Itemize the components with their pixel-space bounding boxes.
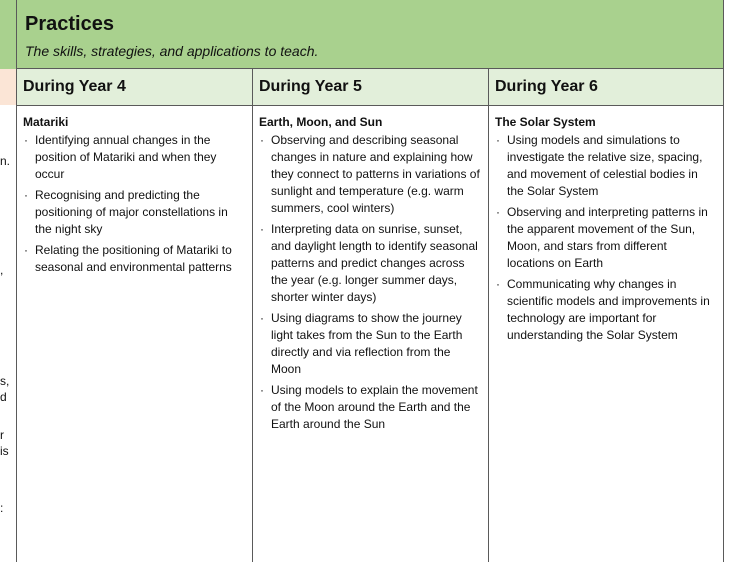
- bullet-icon: ·: [496, 277, 500, 291]
- list-item-text: Relating the positioning of Matariki to seasonal and environmental patterns: [35, 243, 232, 274]
- list-item-text: Using models and simulations to investigate the relative size, spacing, and movement of celestial bodies in the Solar System: [507, 133, 703, 198]
- column-heading: [17, 69, 252, 106]
- list-item: [495, 132, 717, 200]
- left-fragment: s,: [0, 374, 10, 388]
- left-fragment: r: [0, 428, 4, 442]
- bullet-icon: ·: [24, 243, 28, 257]
- list-item-text: Interpreting data on sunrise, sunset, and daylight length to identify seasonal patterns and predict changes across the year (e.g. longer summer days, shorter winter days): [271, 222, 478, 304]
- list-item: [23, 187, 246, 238]
- left-fragment: n.: [0, 154, 11, 168]
- column-heading-text: During Year 6: [495, 78, 598, 95]
- bullet-icon: ·: [496, 133, 500, 147]
- practice-list: [495, 132, 717, 344]
- column-year-6: [488, 69, 724, 562]
- list-item: [259, 221, 482, 306]
- bullet-icon: ·: [24, 188, 28, 202]
- topic-title: Earth, Moon, and Sun: [259, 115, 383, 129]
- list-item-text: Using diagrams to show the journey light takes from the Sun to the Earth directly and via reflection from the Moon: [271, 311, 463, 376]
- bullet-icon: ·: [24, 133, 28, 147]
- list-item-text: Using models to explain the movement of the Moon around the Earth and the Earth around the Sun: [271, 383, 478, 431]
- left-fragment: ,: [0, 263, 4, 277]
- list-item: [23, 242, 246, 276]
- list-item-text: Observing and describing seasonal changes in nature and explaining how they connect to patterns in variations of sunlight and temperature (e.g. warm summers, cool winters): [271, 133, 480, 215]
- list-item: [23, 132, 246, 183]
- list-item: [259, 382, 482, 433]
- list-item-text: Communicating why changes in scientific models and improvements in technology are important for understanding the Solar System: [507, 277, 710, 342]
- list-item-text: Identifying annual changes in the position of Matariki and when they occur: [35, 133, 217, 181]
- column-year-5: [252, 69, 488, 562]
- list-item: [495, 276, 717, 344]
- column-heading-text: During Year 4: [23, 78, 126, 95]
- column-year-4: [16, 69, 252, 562]
- column-heading-text: During Year 5: [259, 78, 362, 95]
- bullet-icon: ·: [260, 222, 264, 236]
- column-heading: [253, 69, 488, 106]
- left-cutoff-subheader: [0, 69, 16, 105]
- topic-title: Matariki: [23, 115, 69, 129]
- bullet-icon: ·: [260, 311, 264, 325]
- left-cutoff-column: [0, 0, 16, 562]
- left-fragment: is: [0, 444, 9, 458]
- left-cutoff-header: [0, 0, 16, 69]
- topic-title: The Solar System: [495, 115, 596, 129]
- practices-subtitle: The skills, strategies, and applications to teach.: [25, 43, 319, 59]
- left-fragment: :: [0, 501, 4, 515]
- bullet-icon: ·: [496, 205, 500, 219]
- practice-list: [259, 132, 482, 433]
- column-heading: [489, 69, 723, 106]
- list-item: [495, 204, 717, 272]
- list-item: [259, 132, 482, 217]
- practices-header: [16, 0, 724, 69]
- bullet-icon: ·: [260, 383, 264, 397]
- list-item-text: Observing and interpreting patterns in the apparent movement of the Sun, Moon, and stars from different locations on Earth: [507, 205, 708, 270]
- left-fragment: d: [0, 390, 7, 404]
- practices-title: Practices: [25, 13, 114, 35]
- list-item: [259, 310, 482, 378]
- bullet-icon: ·: [260, 133, 264, 147]
- list-item-text: Recognising and predicting the positioning of major constellations in the night sky: [35, 188, 228, 236]
- practice-list: [23, 132, 246, 276]
